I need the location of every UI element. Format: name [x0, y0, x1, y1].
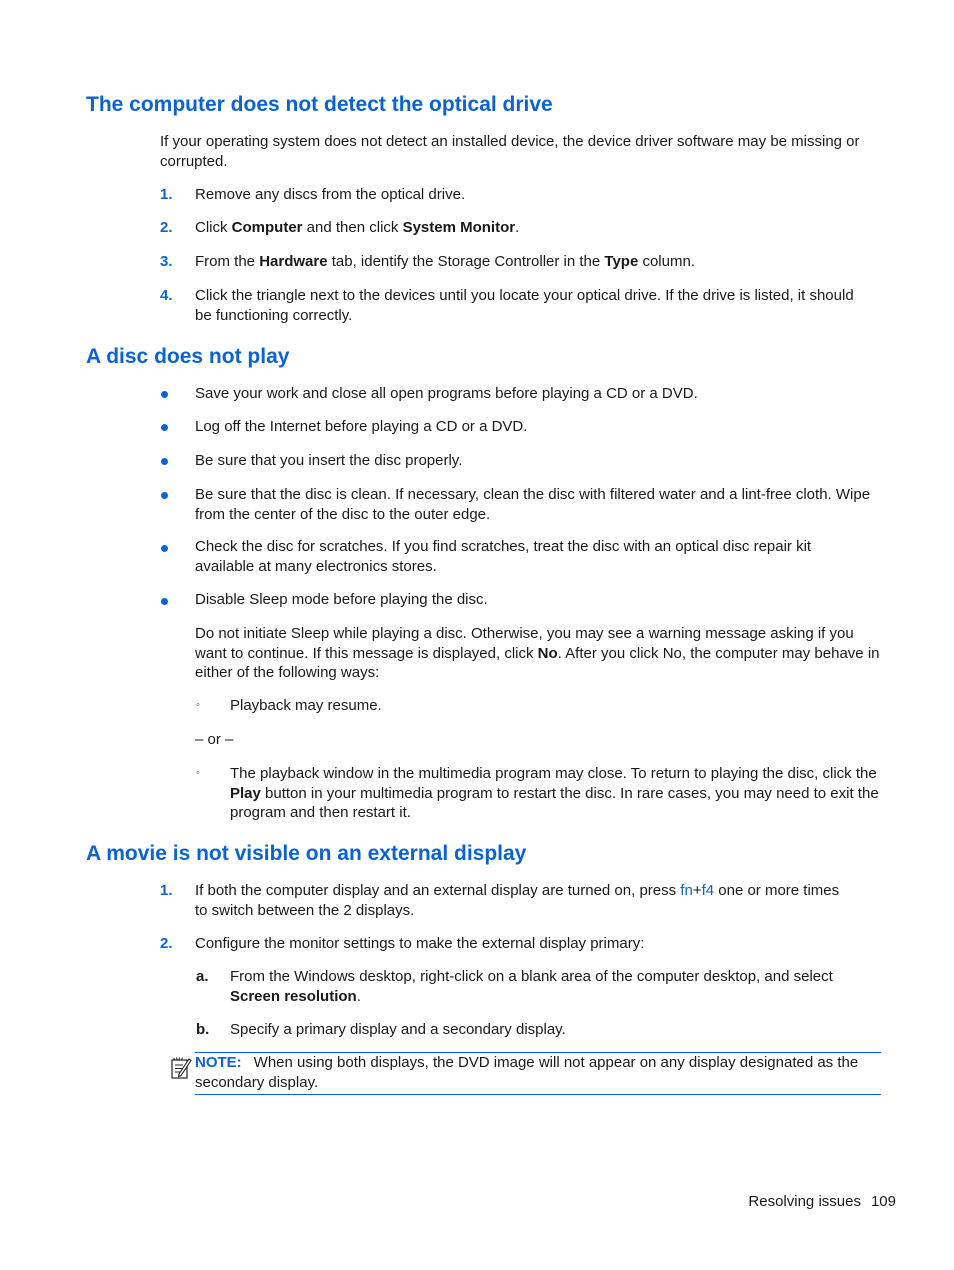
step-text: From the Hardware tab, identify the Storage Controller in the Type column.: [195, 253, 695, 270]
step-number: 3.: [160, 253, 173, 270]
sub-step-text: From the Windows desktop, right-click on a blank area of the computer desktop, and select Screen resolution.: [230, 968, 833, 1005]
f4-key-link[interactable]: f4: [701, 882, 715, 899]
bullet-text: Be sure that the disc is clean. If necessary, clean the disc with filtered water and a lint-free cloth. Wipe from the center of the disc to the outer edge.: [195, 486, 871, 523]
bullet-marker: [161, 545, 168, 552]
section-heading-optical-drive: The computer does not detect the optical drive: [86, 93, 553, 116]
step-text: Configure the monitor settings to make the external display primary:: [195, 935, 645, 952]
bullet-text: Save your work and close all open programs before playing a CD or a DVD.: [195, 385, 698, 402]
page-footer: [748, 1192, 896, 1212]
circle-bullet-marker: ◦: [196, 699, 200, 711]
footer-section-title: Resolving issues: [748, 1193, 861, 1210]
circle-bullet-marker: ◦: [196, 767, 200, 779]
section-heading-movie-not-visible: A movie is not visible on an external display: [86, 842, 527, 865]
step-text: Click Computer and then click System Monitor.: [195, 219, 520, 236]
or-separator: – or –: [195, 731, 234, 748]
page-number: 109: [870, 1193, 896, 1210]
note-text: NOTE: When using both displays, the DVD image will not appear on any display designated as the secondary display.: [195, 1054, 859, 1091]
bullet-text: Disable Sleep mode before playing the disc.: [195, 591, 488, 608]
step-number: 1.: [160, 186, 173, 203]
bullet-marker: [161, 458, 168, 465]
sleep-paragraph: Do not initiate Sleep while playing a disc. Otherwise, you may see a warning message asking if you want to continue. If this message is displayed, click No. After you click No, the computer may behave in either of the following ways:: [195, 625, 880, 681]
sub-step-label: a.: [196, 968, 209, 985]
bullet-marker: [161, 492, 168, 499]
step-number: 4.: [160, 287, 173, 304]
bullet-text: Check the disc for scratches. If you find scratches, treat the disc with an optical disc repair kit available at many electronics stores.: [195, 538, 812, 575]
sub-bullet-text: Playback may resume.: [230, 697, 382, 714]
fn-key-link[interactable]: fn: [680, 882, 693, 899]
step-text: If both the computer display and an external display are turned on, press fn+f4 one or more times to switch between the 2 displays.: [195, 882, 840, 919]
sub-bullet-text: The playback window in the multimedia program may close. To return to playing the disc, click the Play button in your multimedia program to restart the disc. In rare cases, you may need to exit the program and then restart it.: [230, 765, 879, 821]
step-number: 1.: [160, 882, 173, 899]
note-label: NOTE:: [195, 1054, 242, 1071]
section1-intro: If your operating system does not detect an installed device, the device driver software may be missing or corrupted.: [160, 133, 860, 170]
bullet-text: Log off the Internet before playing a CD or a DVD.: [195, 418, 528, 435]
bullet-text: Be sure that you insert the disc properly.: [195, 452, 463, 469]
sub-step-text: Specify a primary display and a secondary display.: [230, 1021, 566, 1038]
bullet-marker: [161, 391, 168, 398]
section-heading-disc-does-not-play: A disc does not play: [86, 345, 290, 368]
step-text: Remove any discs from the optical drive.: [195, 186, 466, 203]
sub-step-label: b.: [196, 1021, 210, 1038]
bullet-marker: [161, 598, 168, 605]
note-icon: [170, 1056, 192, 1080]
step-text: Click the triangle next to the devices until you locate your optical drive. If the drive is listed, it should be functioning correctly.: [195, 287, 854, 324]
step-number: 2.: [160, 935, 173, 952]
bullet-marker: [161, 424, 168, 431]
step-number: 2.: [160, 219, 173, 236]
